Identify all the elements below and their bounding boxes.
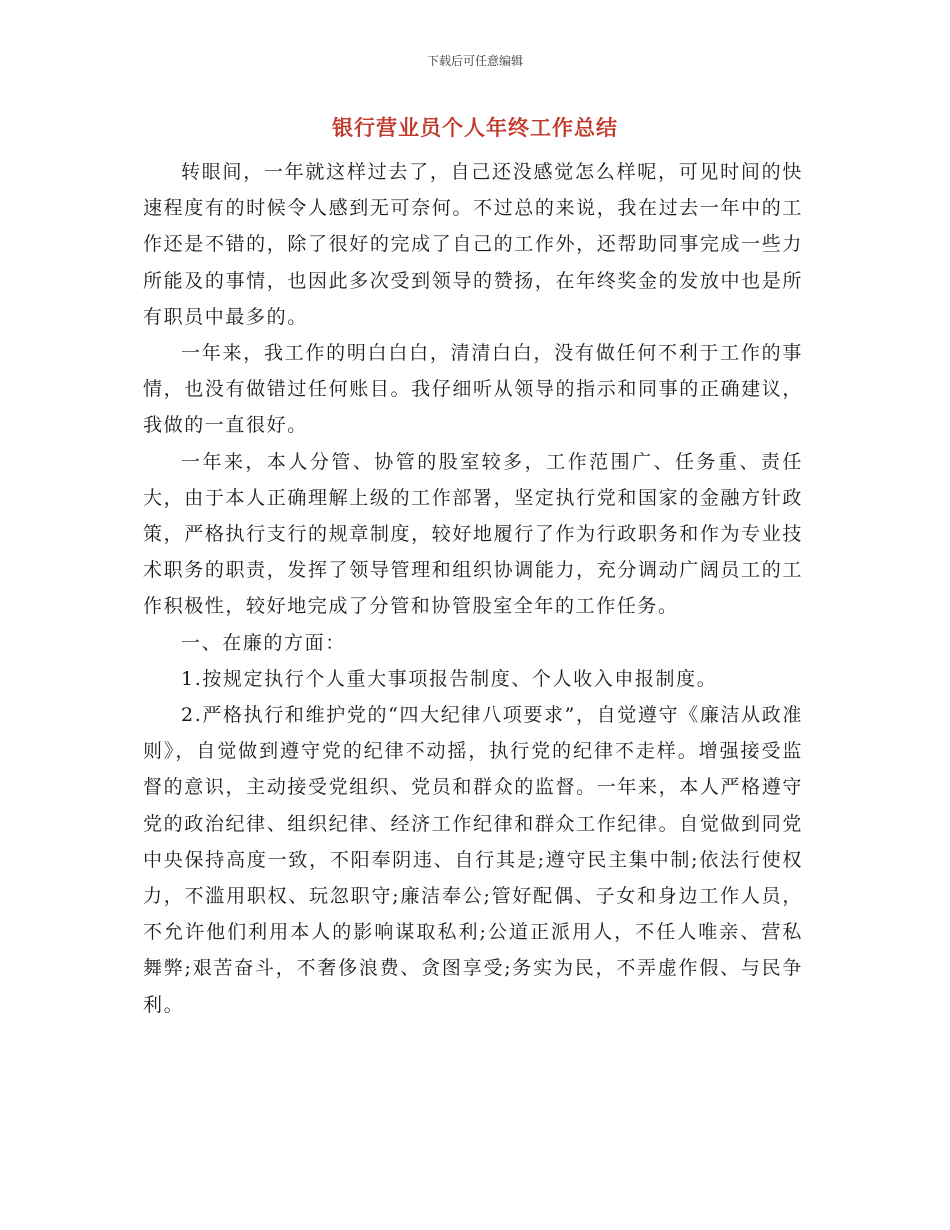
section-heading-integrity: 一、在廉的方面： [181, 631, 346, 654]
paragraph-honesty: 一年来，我工作的明白白白，清清白白，没有做任何不利于工作的事情，也没有做错过任何账目。我仔细听从领导的指示和同事的正确建议，我做的一直很好。 [143, 342, 803, 437]
page-header-note: 下载后可任意编辑 [426, 54, 523, 68]
list-item-1: 1.按规定执行个人重大事项报告制度、个人收入申报制度。 [181, 667, 718, 690]
list-item-2: 2.严格执行和维护党的“四大纪律八项要求”，自觉遵守《廉洁从政准则》，自觉做到遵守党的纪律不动摇，执行党的纪律不走样。增强接受监督的意识，主动接受党组织、党员和群众的监督。一年来，本人严格遵守党的政治纪律、组织纪律、经济工作纪律和群众工作纪律。自觉做到同党中央保持高度一致，不阳奉阴违、自行其是;遵守民主集中制;依法行使权力，不滥用职权、玩忽职守;廉洁奉公;管好配偶、子女和身边工作人员，不允许他们利用本人的影响谋取私利;公道正派用人，不任人唯亲、营私舞弊;艰苦奋斗，不奢侈浪费、贪图享受;务实为民，不弄虚作假、与民争利。 [143, 704, 803, 1016]
document-body [143, 154, 803, 1023]
paragraph-intro: 转眼间，一年就这样过去了，自己还没感觉怎么样呢，可见时间的快速程度有的时候令人感到无可奈何。不过总的来说，我在过去一年中的工作还是不错的，除了很好的完成了自己的工作外，还帮助同事完成一些力所能及的事情，也因此多次受到领导的赞扬，在年终奖金的发放中也是所有职员中最多的。 [143, 161, 803, 328]
document-title: 银行营业员个人年终工作总结 [332, 116, 618, 140]
paragraph-responsibilities: 一年来，本人分管、协管的股室较多，工作范围广、任务重、责任大，由于本人正确理解上级的工作部署，坚定执行党和国家的金融方针政策，严格执行支行的规章制度，较好地履行了作为行政职务和作为专业技术职务的职责，发挥了领导管理和组织协调能力，充分调动广阔员工的工作积极性，较好地完成了分管和协管股室全年的工作任务。 [143, 450, 803, 618]
